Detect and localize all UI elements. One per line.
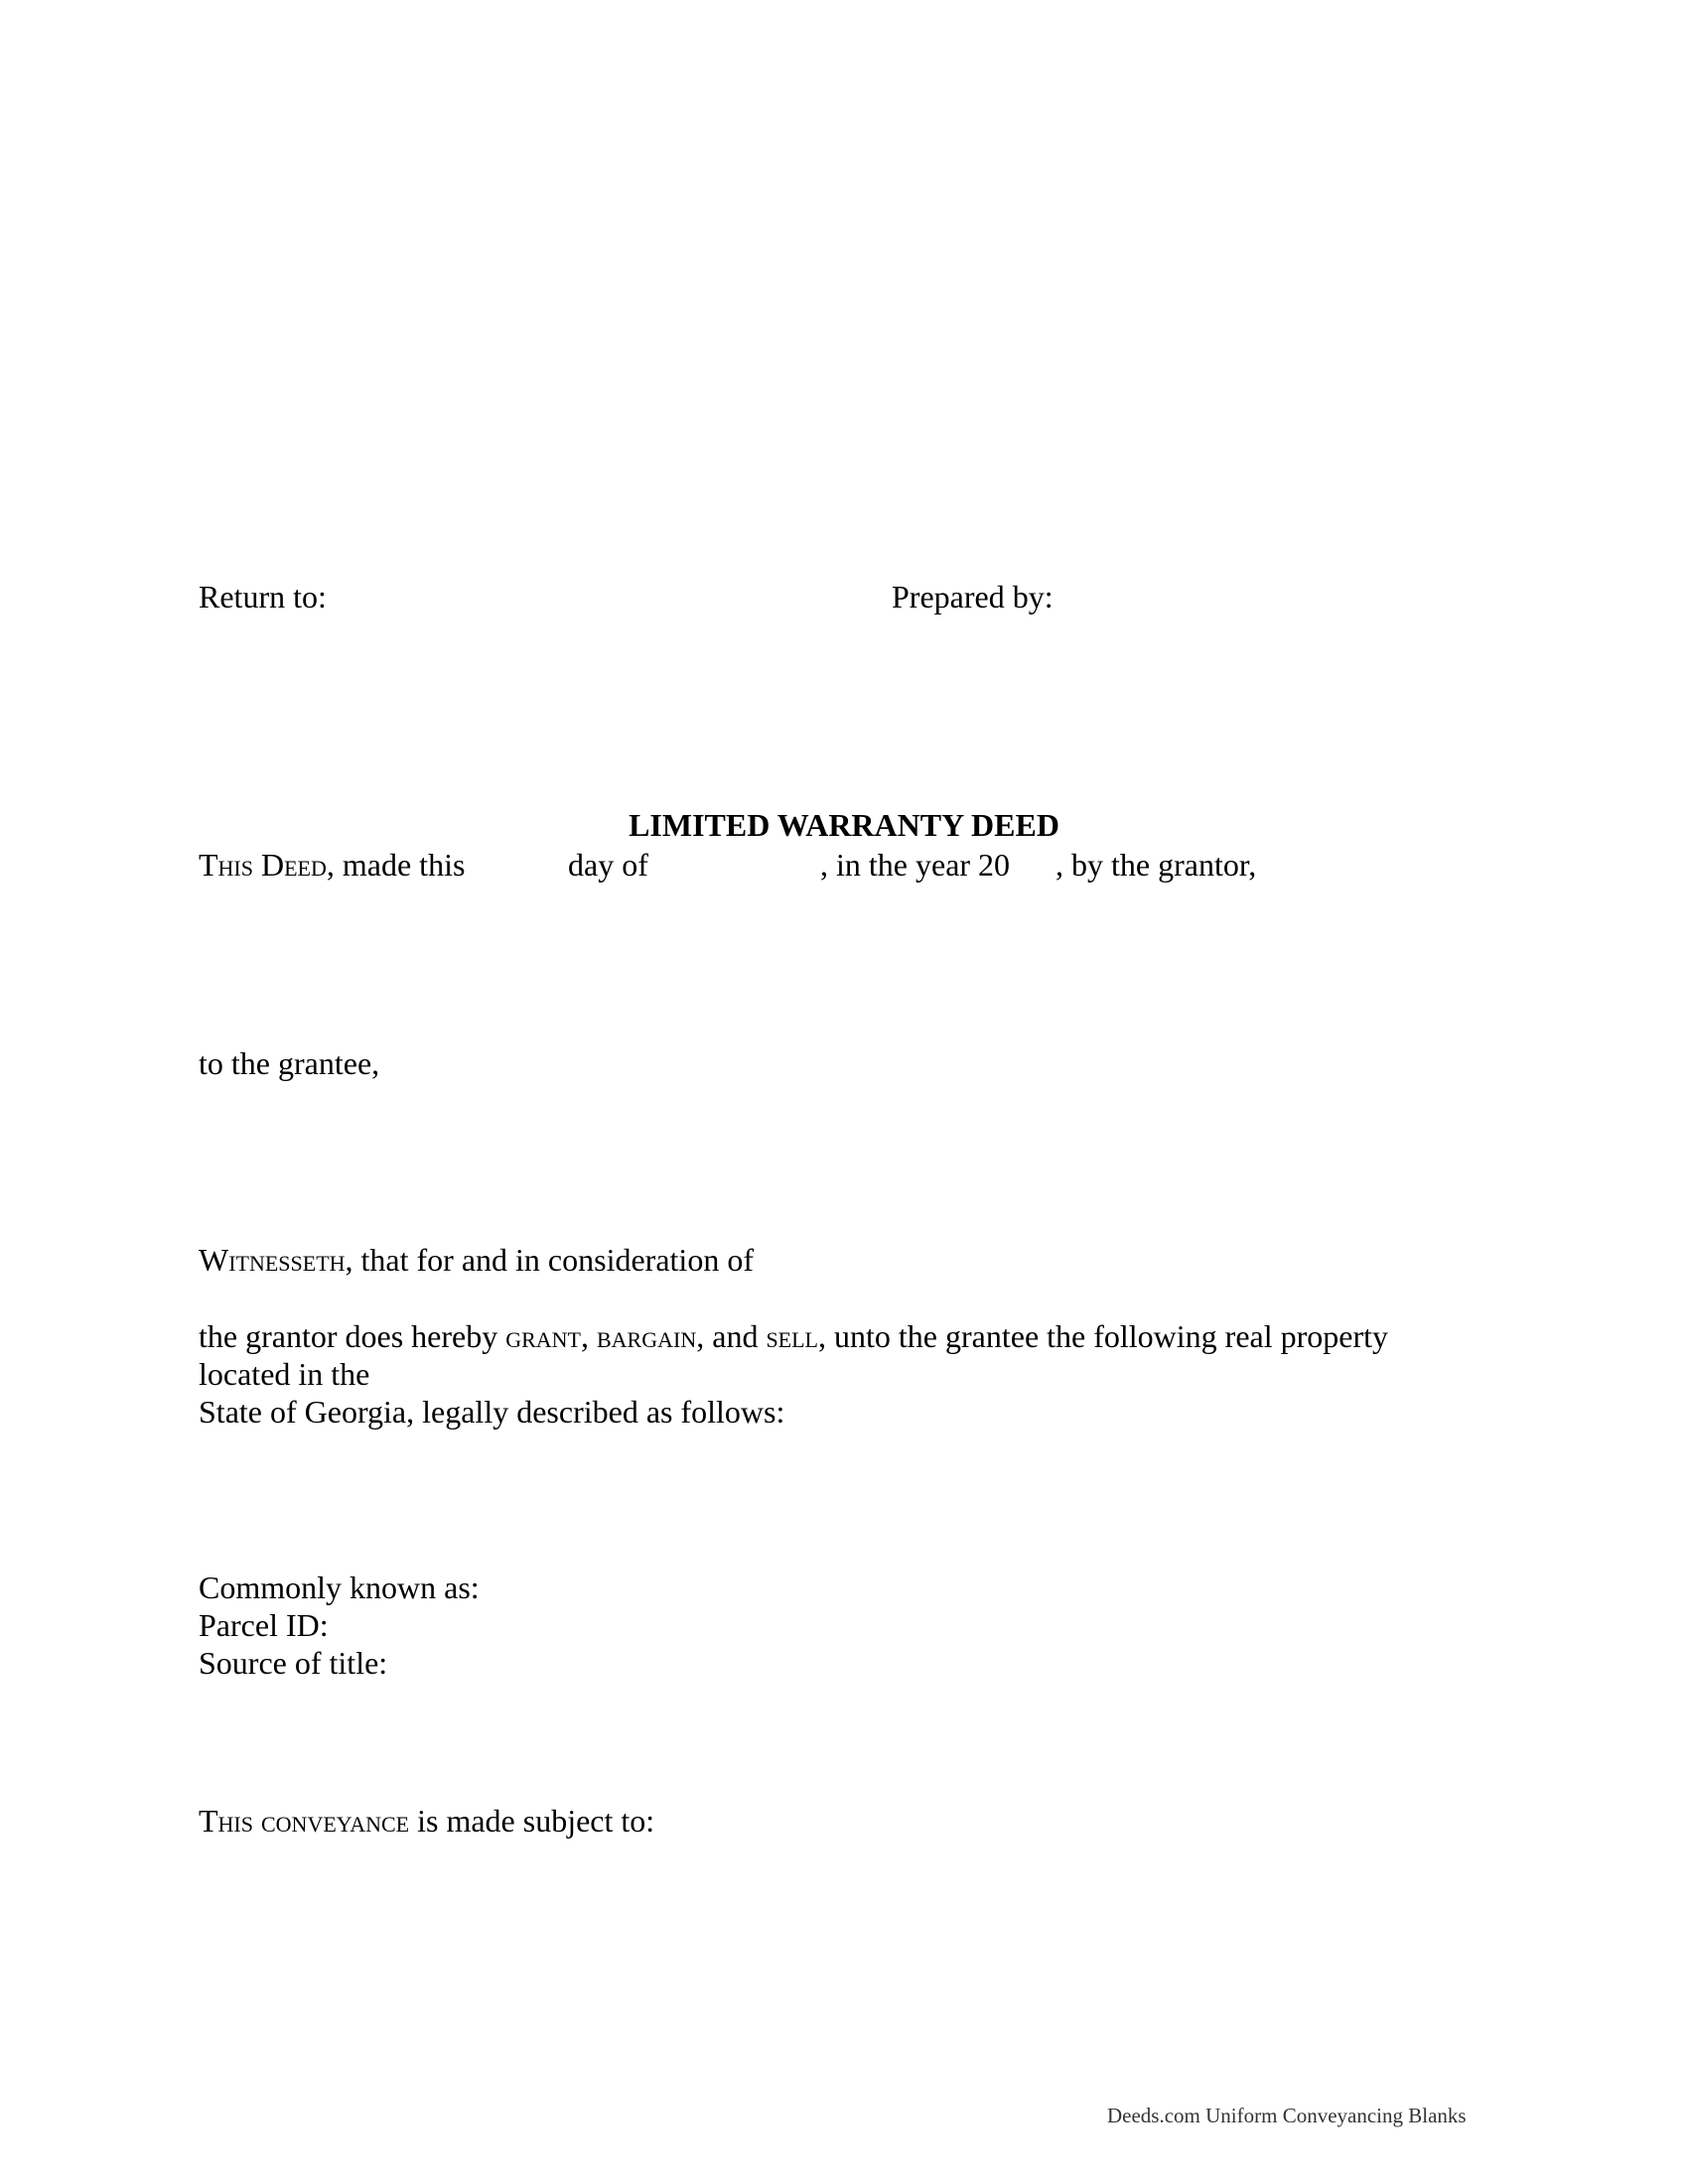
prepared-by-label: Prepared by: [892,579,1054,614]
day-of-text: day of [568,847,648,883]
this-deed-text: This Deed [199,847,327,883]
conveyance-label: This conveyance [199,1803,410,1839]
document-title: LIMITED WARRANTY DEED [629,807,1059,843]
by-grantor-text: , by the grantor, [1055,847,1257,883]
grant-pre-text: the grantor does hereby [199,1318,506,1354]
grant-word: grant [505,1318,581,1354]
sell-word: sell [766,1318,818,1354]
bargain-word: bargain [597,1318,697,1354]
intro-this-deed [199,846,465,884]
page-footer: Deeds.com Uniform Conveyancing Blanks [1107,2104,1467,2127]
witnesseth-label: Witnesseth [199,1242,346,1278]
witnesseth-line [199,1241,754,1279]
made-this-text: , made this [326,847,466,883]
witnesseth-text: , that for and in consideration of [345,1242,754,1278]
grant-line-2: located in the [199,1356,370,1392]
grantee-line: to the grantee, [199,1045,380,1081]
grant-sep-1: , [581,1318,597,1354]
grant-line-3: State of Georgia, legally described as follows: [199,1394,785,1430]
conveyance-line [199,1802,654,1840]
in-the-year-text: , in the year 20 [820,847,1011,883]
conveyance-text: is made subject to: [409,1803,655,1839]
grant-sep-2: , and [696,1318,767,1354]
grant-post-text: , unto the grantee the following real property [818,1318,1389,1354]
parcel-id-label: Parcel ID: [199,1607,329,1643]
grant-line-1 [199,1317,1388,1355]
return-to-label: Return to: [199,579,327,614]
source-of-title-label: Source of title: [199,1645,388,1681]
commonly-known-label: Commonly known as: [199,1570,480,1605]
